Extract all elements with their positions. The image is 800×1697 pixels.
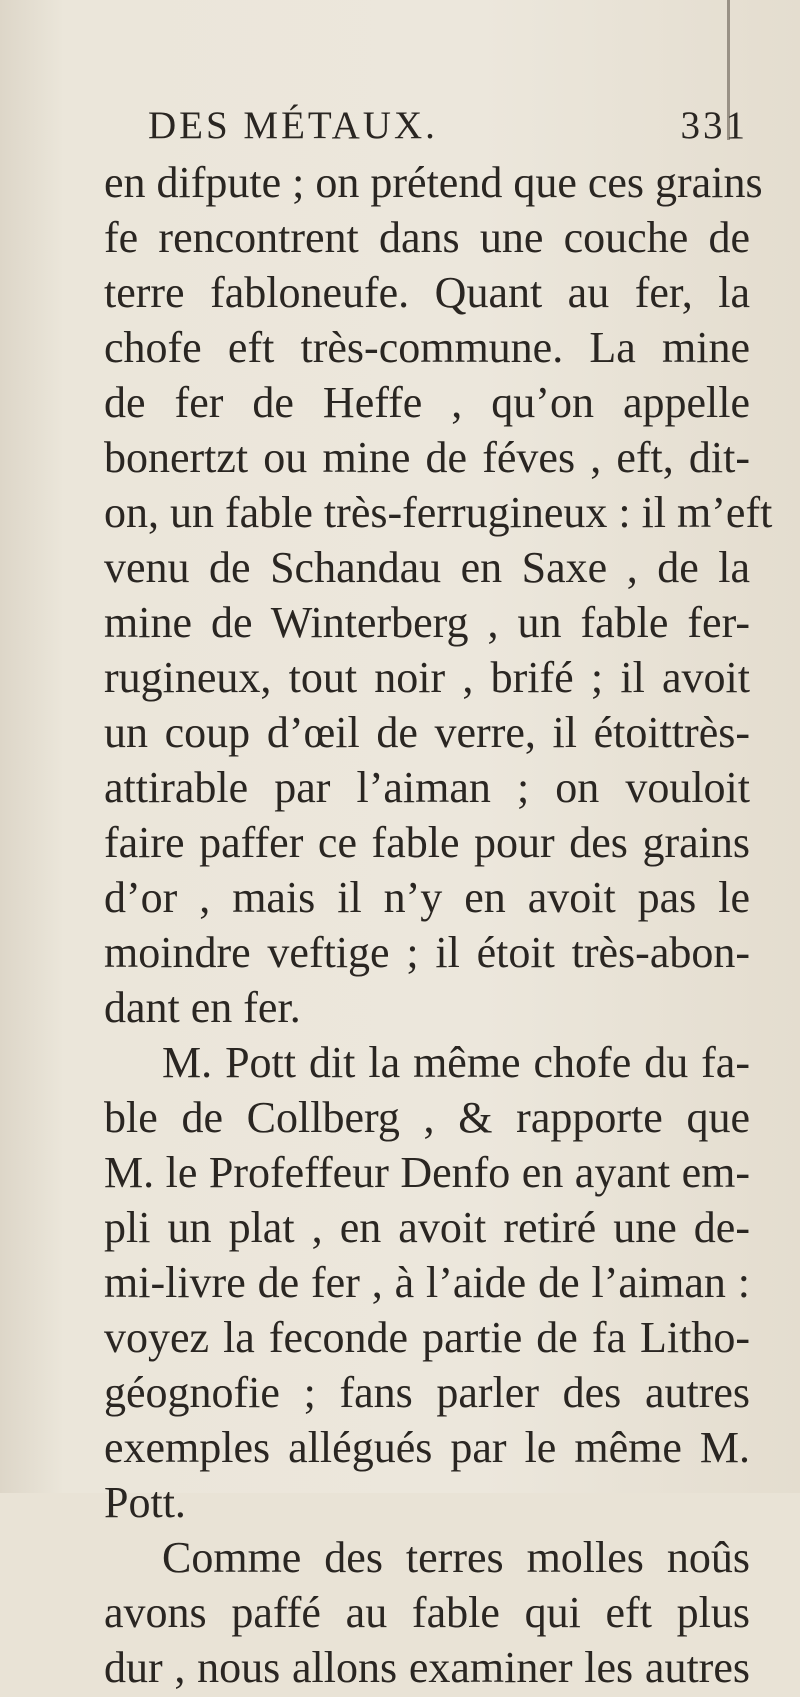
page-number: 331 — [680, 104, 748, 147]
text-line: on, un fable très-ferrugineux : il m’eft — [104, 488, 773, 537]
text-line: moindre veftige ; il étoit très-abon- — [104, 928, 750, 977]
text-line: dur , nous allons examiner les autres — [104, 1643, 750, 1692]
text-line: mine de Winterberg , un fable fer- — [104, 598, 750, 647]
text-line: ble de Collberg , & rapporte que — [104, 1093, 750, 1142]
text-line: géognofie ; fans parler des autres — [104, 1368, 750, 1417]
text-line: en difpute ; on prétend que ces grains — [104, 158, 763, 207]
text-line: attirable par l’aiman ; on vouloit — [104, 763, 750, 812]
text-line: voyez la feconde partie de fa Litho- — [104, 1313, 750, 1362]
text-line: bonertzt ou mine de féves , eft, dit- — [104, 433, 750, 482]
text-line: d’or , mais il n’y en avoit pas le — [104, 873, 750, 922]
text-line: avons paffé au fable qui eft plus — [104, 1588, 750, 1637]
text-line: un coup d’œil de verre, il étoittrès- — [104, 708, 750, 757]
text-line: faire paffer ce fable pour des grains — [104, 818, 750, 867]
text-line: dant en fer. — [104, 983, 301, 1032]
text-line: M. le Profeffeur Denfo en ayant em- — [104, 1148, 750, 1197]
text-line: fe rencontrent dans une couche de — [104, 213, 750, 262]
text-line: pli un plat , en avoit retiré une de- — [104, 1203, 750, 1252]
text-line: mi-livre de fer , à l’aide de l’aiman : — [104, 1258, 750, 1307]
text-line: venu de Schandau en Saxe , de la — [104, 543, 750, 592]
text-line: chofe eft très-commune. La mine — [104, 323, 750, 372]
text-line: rugineux, tout noir , brifé ; il avoit — [104, 653, 750, 702]
text-line: M. Pott dit la même chofe du fa- — [162, 1038, 750, 1087]
text-line: Comme des terres molles noûs — [162, 1533, 750, 1582]
text-line: exemples allégués par le même M. — [104, 1423, 750, 1472]
text-line: terre fabloneufe. Quant au fer, la — [104, 268, 750, 317]
text-line: Pott. — [104, 1478, 186, 1527]
text-line: de fer de Heffe , qu’on appelle — [104, 378, 750, 427]
running-title: DES MÉTAUX. — [148, 104, 438, 147]
page-header — [148, 100, 748, 152]
